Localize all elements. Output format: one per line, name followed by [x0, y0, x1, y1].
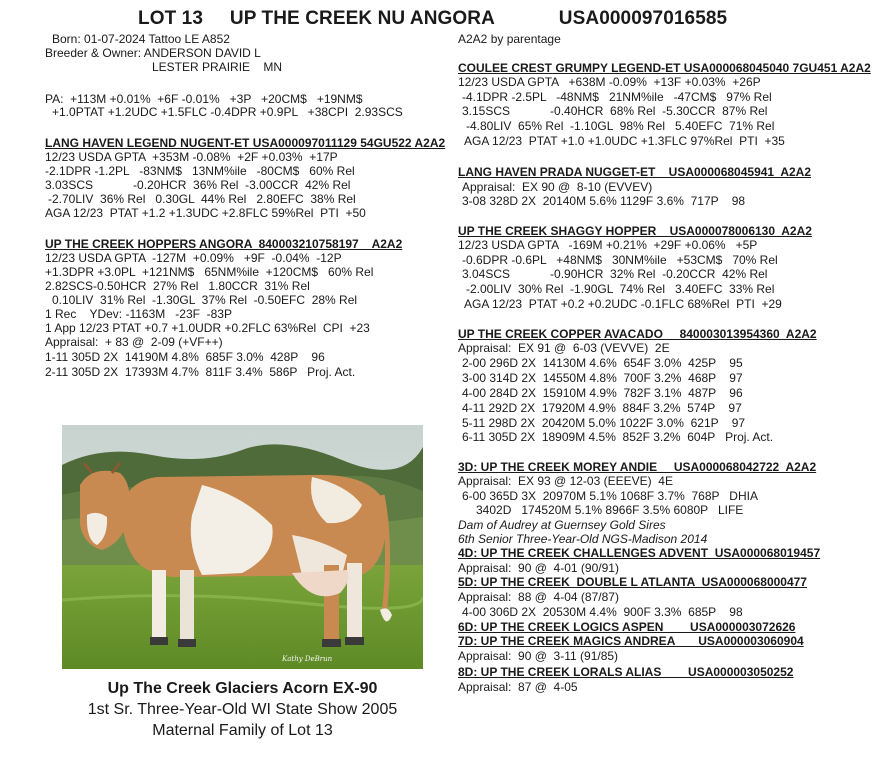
pedigree-line: 3-00 314D 2X 14550M 4.8% 700F 3.2% 468P 97: [462, 371, 743, 385]
pedigree-heading: 5D: UP THE CREEK DOUBLE L ATLANTA USA000068000477: [458, 575, 807, 589]
pedigree-line: Appraisal: 90 @ 4-01 (90/91): [458, 561, 619, 575]
pedigree-line: Appraisal: EX 93 @ 12-03 (EEEVE) 4E: [458, 474, 673, 488]
cow-photo: [62, 425, 423, 669]
pedigree-line: 1 App 12/23 PTAT +0.7 +1.0UDR +0.2FLC 63%Rel CPI +23: [45, 321, 370, 335]
pedigree-line: +1.3DPR +3.0PL +121NM$ 65NM%ile +120CM$ 60% Rel: [45, 265, 374, 279]
pedigree-line: 2-11 305D 2X 17393M 4.7% 811F 3.4% 586P Proj. Act.: [45, 365, 356, 379]
pedigree-heading: 4D: UP THE CREEK CHALLENGES ADVENT USA000068019457: [458, 546, 821, 560]
lot-title: LOT 13 UP THE CREEK NU ANGORA USA000097016585: [138, 8, 728, 29]
pedigree-heading: COULEE CREST GRUMPY LEGEND-ET USA000068045040 7GU451 A2A2: [458, 61, 871, 75]
pedigree-line: 3-08 328D 2X 20140M 5.6% 1129F 3.6% 717P 98: [462, 194, 746, 208]
pedigree-heading: UP THE CREEK COPPER AVACADO 840003013954360 A2A2: [458, 327, 817, 341]
pedigree-line: A2A2 by parentage: [458, 32, 561, 46]
pedigree-line: 4-00 284D 2X 15910M 4.9% 782F 3.1% 487P 96: [462, 386, 743, 400]
pedigree-heading: LANG HAVEN PRADA NUGGET-ET USA000068045941 A2A2: [458, 165, 811, 179]
pedigree-line: 3.03SCS -0.20HCR 36% Rel -3.00CCR 42% Rel: [45, 178, 351, 192]
photo-caption-family: Maternal Family of Lot 13: [152, 722, 333, 739]
pedigree-heading: UP THE CREEK HOPPERS ANGORA 840003210758197 A2A2: [45, 237, 403, 251]
pedigree-line: -2.70LIV 36% Rel 0.30GL 44% Rel 2.80EFC 38% Rel: [48, 192, 356, 206]
photo-watermark: Kathy DeBrun: [282, 655, 333, 663]
pedigree-line: -2.00LIV 30% Rel -1.90GL 74% Rel 3.40EFC 33% Rel: [466, 282, 775, 296]
pedigree-line: Appraisal: + 83 @ 2-09 (+VF++): [45, 335, 223, 349]
pedigree-line: 12/23 USDA GPTA -127M +0.09% +9F -0.04% -12P: [45, 251, 342, 265]
pedigree-line: 2.82SCS-0.50HCR 27% Rel 1.80CCR 31% Rel: [45, 279, 310, 293]
pedigree-line: 6th Senior Three-Year-Old NGS-Madison 2014: [458, 532, 708, 546]
pedigree-line: -0.6DPR -0.6PL +48NM$ 30NM%ile +53CM$ 70% Rel: [462, 253, 778, 267]
pedigree-line: 12/23 USDA GPTA -169M +0.21% +29F +0.06% +5P: [458, 238, 758, 252]
pedigree-line: Appraisal: 87 @ 4-05: [458, 680, 578, 694]
pedigree-line: 0.10LIV 31% Rel -1.30GL 37% Rel -0.50EFC 28% Rel: [52, 293, 358, 307]
pedigree-line: AGA 12/23 PTAT +1.2 +1.3UDC +2.8FLC 59%Rel PTI +50: [45, 206, 366, 220]
pedigree-line: 1 Rec YDev: -1163M -23F -83P: [45, 307, 232, 321]
pedigree-line: Appraisal: EX 91 @ 6-03 (VEVVE) 2E: [458, 341, 670, 355]
pedigree-heading: LANG HAVEN LEGEND NUGENT-ET USA000097011129 54GU522 A2A2: [45, 136, 446, 150]
pedigree-line: 4-00 306D 2X 20530M 4.4% 900F 3.3% 685P 98: [462, 605, 743, 619]
pedigree-line: AGA 12/23 PTAT +1.0 +1.0UDC +1.3FLC 97%Rel PTI +35: [464, 134, 785, 148]
pedigree-line: 3402D 174520M 5.1% 8966F 3.5% 6080P LIFE: [476, 503, 744, 517]
pedigree-heading: 3D: UP THE CREEK MOREY ANDIE USA000068042722 A2A2: [458, 460, 817, 474]
pedigree-line: Appraisal: 88 @ 4-04 (87/87): [458, 590, 619, 604]
pedigree-heading: 8D: UP THE CREEK LORALS ALIAS USA000003050252: [458, 665, 794, 679]
pedigree-line: -4.1DPR -2.5PL -48NM$ 21NM%ile -47CM$ 97% Rel: [462, 90, 772, 104]
pedigree-line: Born: 01-07-2024 Tattoo LE A852: [52, 32, 230, 46]
pedigree-line: 1-11 305D 2X 14190M 4.8% 685F 3.0% 428P 96: [45, 350, 325, 364]
pedigree-heading: 6D: UP THE CREEK LOGICS ASPEN USA000003072626: [458, 620, 796, 634]
pedigree-line: 12/23 USDA GPTA +638M -0.09% +13F +0.03% +26P: [458, 75, 761, 89]
pedigree-line: 2-00 296D 2X 14130M 4.6% 654F 3.0% 425P 95: [462, 356, 743, 370]
pedigree-line: LESTER PRAIRIE MN: [152, 60, 283, 74]
photo-caption-name: Up The Creek Glaciers Acorn EX-90: [107, 680, 378, 697]
pedigree-heading: UP THE CREEK SHAGGY HOPPER USA000078006130 A2A2: [458, 224, 812, 238]
pedigree-heading: 7D: UP THE CREEK MAGICS ANDREA USA000003060904: [458, 634, 804, 648]
pedigree-line: 6-11 305D 2X 18909M 4.5% 852F 3.2% 604P Proj. Act.: [462, 430, 774, 444]
pedigree-line: -2.1DPR -1.2PL -83NM$ 13NM%ile -80CM$ 60% Rel: [45, 164, 355, 178]
pedigree-line: Appraisal: 90 @ 3-11 (91/85): [458, 649, 619, 663]
pedigree-line: -4.80LIV 65% Rel -1.10GL 98% Rel 5.40EFC 71% Rel: [466, 119, 775, 133]
pedigree-line: +1.0PTAT +1.2UDC +1.5FLC -0.4DPR +0.9PL +38CPI 2.93SCS: [52, 105, 403, 119]
pedigree-line: 3.15SCS -0.40HCR 68% Rel -5.30CCR 87% Rel: [462, 104, 768, 118]
pedigree-line: AGA 12/23 PTAT +0.2 +0.2UDC -0.1FLC 68%Rel PTI +29: [464, 297, 782, 311]
pedigree-line: 12/23 USDA GPTA +353M -0.08% +2F +0.03% +17P: [45, 150, 338, 164]
pedigree-line: Appraisal: EX 90 @ 8-10 (EVVEV): [462, 180, 653, 194]
cow-photo-illustration: [62, 425, 423, 669]
photo-caption-award: 1st Sr. Three-Year-Old WI State Show 2005: [87, 701, 398, 718]
pedigree-line: PA: +113M +0.01% +6F -0.01% +3P +20CM$ +19NM$: [45, 92, 363, 106]
pedigree-line: Dam of Audrey at Guernsey Gold Sires: [458, 518, 666, 532]
pedigree-line: Breeder & Owner: ANDERSON DAVID L: [45, 46, 261, 60]
pedigree-line: 5-11 298D 2X 20420M 5.0% 1022F 3.0% 621P 97: [462, 416, 746, 430]
pedigree-line: 4-11 292D 2X 17920M 4.9% 884F 3.2% 574P 97: [462, 401, 742, 415]
pedigree-line: 6-00 365D 3X 20970M 5.1% 1068F 3.7% 768P DHIA: [462, 489, 758, 503]
pedigree-line: 3.04SCS -0.90HCR 32% Rel -0.20CCR 42% Rel: [462, 267, 768, 281]
